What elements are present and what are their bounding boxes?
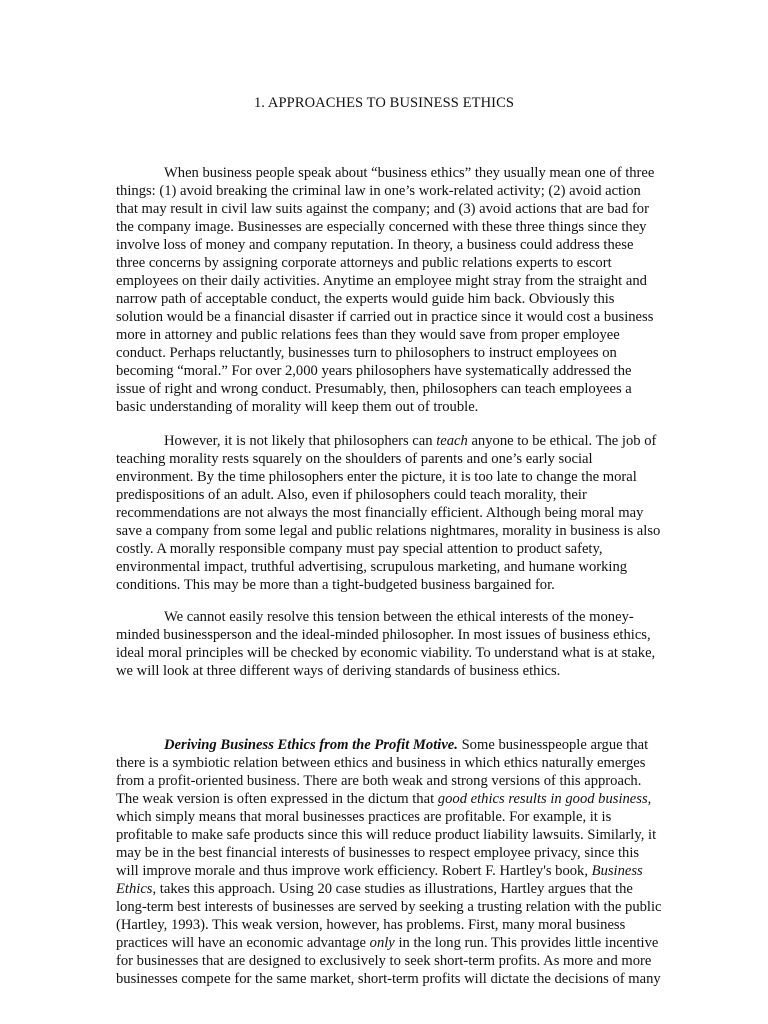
paragraph-line: conduct. Perhaps reluctantly, businesses turn to philosophers to instruct employees on [116,345,617,361]
paragraph-line: teaching morality rests squarely on the shoulders of parents and one’s early social [116,451,593,467]
subsection-heading: Deriving Business Ethics from the Profit Motive. [164,737,458,753]
paragraph-line: employees on their daily activities. Anytime an employee might stray from the straight and [116,273,647,289]
paragraph-1 [116,164,686,416]
paragraph-line: (Hartley, 1993). This weak version, however, has problems. First, many moral business [116,917,626,933]
line-text: However, it is not likely that philosophers can [164,433,437,449]
paragraph-line: becoming “moral.” For over 2,000 years philosophers have systematically addressed the [116,363,632,379]
line-text: will improve morale and thus improve work efficiency. Robert F. Hartley's book, [116,863,592,879]
paragraph-4 [116,736,686,988]
paragraph-line: three concerns by assigning corporate attorneys and public relations experts to escort [116,255,612,271]
paragraph-line: costly. A morally responsible company must pay special attention to product safety, [116,541,603,557]
line-text: Some businesspeople argue that [457,737,649,753]
book-title-part1: Business [591,863,643,879]
paragraph-line: there is a symbiotic relation between ethics and business in which ethics naturally emerges [116,755,646,771]
paragraph-line: we will look at three different ways of deriving standards of business ethics. [116,663,561,679]
paragraph-line: basic understanding of morality will keep them out of trouble. [116,399,479,415]
paragraph-line: solution would be a financial disaster if carried out in practice since it would cost a business [116,309,654,325]
emphasis-teach: teach [436,433,468,449]
paragraph-line: from a profit-oriented business. There are both weak and strong versions of this approach. [116,773,642,789]
paragraph-line: recommendations are not always the most financially efficient. Although being moral may [116,505,644,521]
paragraph-3 [116,608,686,680]
emphasis-only: only [369,935,395,951]
paragraph-line: businesses compete for the same market, short-term profits will dictate the decisions of many [116,971,661,987]
section-title: 1. APPROACHES TO BUSINESS ETHICS [253,95,515,111]
paragraph-line [116,790,686,808]
paragraph-line: We cannot easily resolve this tension between the ethical interests of the money- [164,609,634,625]
paragraph-line: When business people speak about “business ethics” they usually mean one of three [164,165,655,181]
paragraph-line: for businesses that are designed to exclusively to seek short-term profits. As more and more [116,953,652,969]
paragraph-line: more in attorney and public relations fees than they would save from proper employee [116,327,620,343]
paragraph-line: ideal moral principles will be checked by economic viability. To understand what is at stake, [116,645,656,661]
line-text: anyone to be ethical. The job of [467,433,657,449]
line-text: , [647,791,652,807]
line-text: , takes this approach. Using 20 case studies as illustrations, Hartley argues that the [152,881,633,897]
paragraph-2 [116,432,686,594]
paragraph-line: save a company from some legal and public relations nightmares, morality in business is also [116,523,661,539]
paragraph-line: the company image. Businesses are especially concerned with these three things since they [116,219,647,235]
line-text: The weak version is often expressed in the dictum that [116,791,438,807]
paragraph-line [116,862,686,880]
line-text: in the long run. This provides little incentive [394,935,659,951]
paragraph-line [116,880,686,898]
paragraph-line: involve loss of money and company reputation. In theory, a business could address these [116,237,634,253]
emphasis-dictum: good ethics results in good business [437,791,648,807]
paragraph-line: long-term best interests of businesses are served by seeking a trusting relation with the public [116,899,662,915]
paragraph-line: environment. By the time philosophers enter the picture, it is too late to change the moral [116,469,637,485]
paragraph-line: narrow path of acceptable conduct, the experts would guide him back. Obviously this [116,291,615,307]
paragraph-line: profitable to make safe products since this will reduce product liability lawsuits. Similarly, it [116,827,657,843]
paragraph-line: which simply means that moral businesses practices are profitable. For example, it is [116,809,612,825]
paragraph-line: issue of right and wrong conduct. Presumably, then, philosophers can teach employees a [116,381,632,397]
paragraph-line: that may result in civil law suits against the company; and (3) avoid actions that are bad for [116,201,649,217]
paragraph-line: minded businessperson and the ideal-minded philosopher. In most issues of business ethics, [116,627,651,643]
paragraph-line: conditions. This may be more than a tight-budgeted business bargained for. [116,577,555,593]
paragraph-line: predispositions of an adult. Also, even if philosophers could teach morality, their [116,487,587,503]
book-title-part2: Ethics [116,881,153,897]
paragraph-line: environmental impact, truthful advertising, scrupulous marketing, and humane working [116,559,628,575]
paragraph-line: things: (1) avoid breaking the criminal law in one’s work-related activity; (2) avoid action [116,183,641,199]
paragraph-line [116,736,686,754]
paragraph-line [116,432,686,450]
paragraph-line [116,934,686,952]
line-text: practices will have an economic advantage [116,935,370,951]
paragraph-line: may be in the best financial interests of businesses to respect employee privacy, since this [116,845,640,861]
